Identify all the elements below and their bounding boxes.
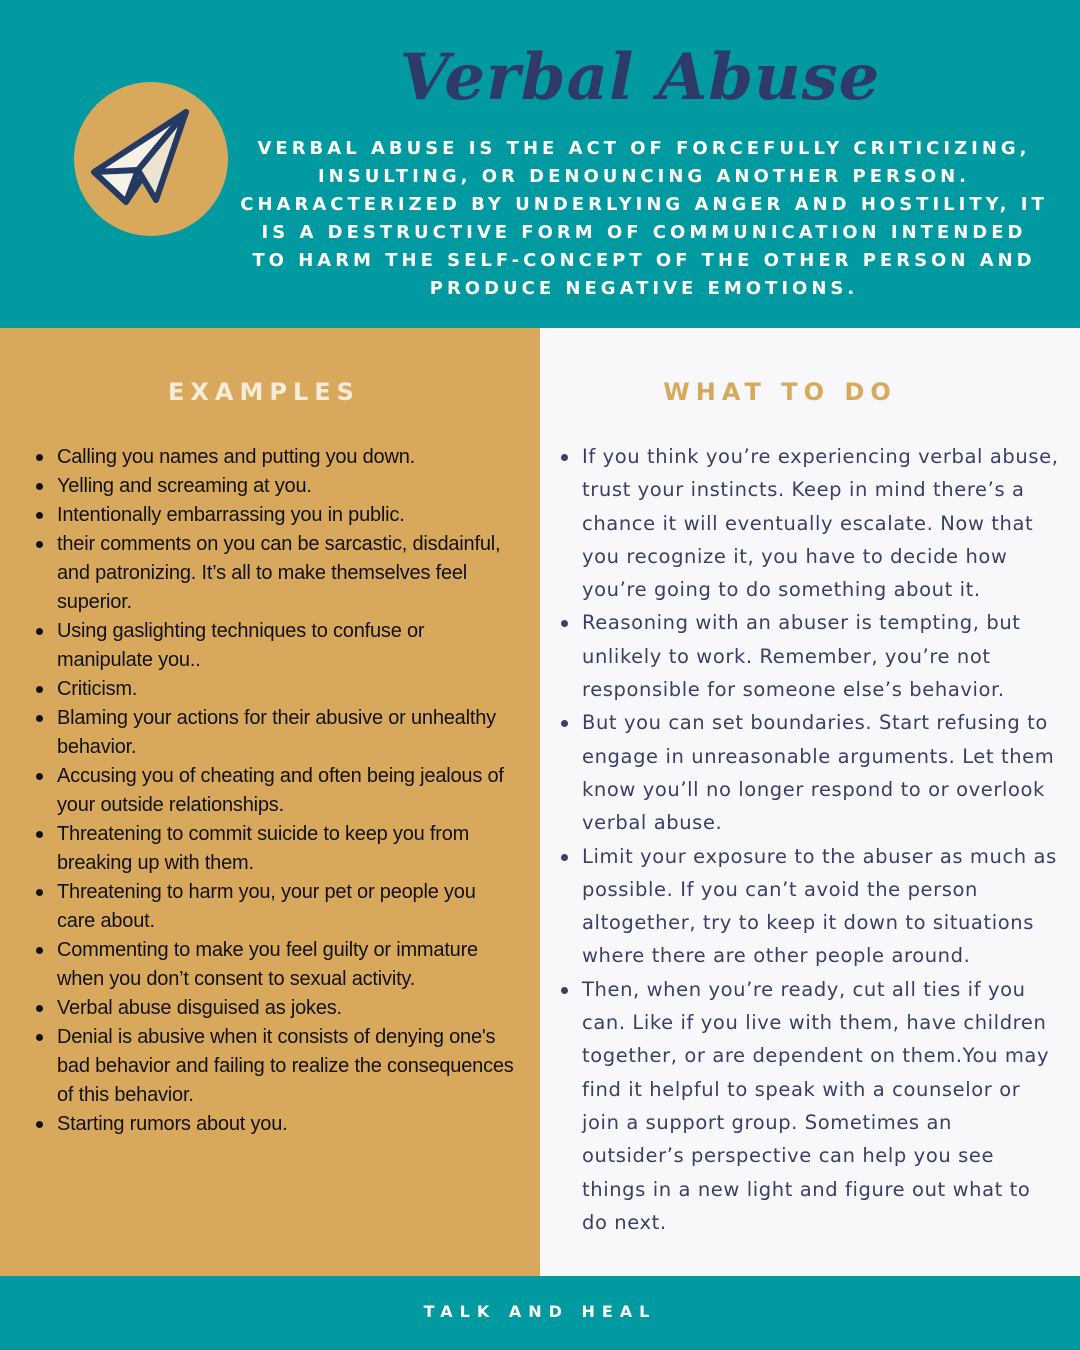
examples-heading: EXAMPLES <box>168 378 360 406</box>
intro-definition: VERBAL ABUSE IS THE ACT OF FORCEFULLY CRITICIZING, INSULTING, OR DENOUNCING ANOTHER PERSON. CHARACTERIZED BY UNDERLYING ANGER AND HOSTILITY, IT IS A DESTRUCTIVE FORM OF COMMUNICATION INTENDED TO HARM THE SELF-CONCEPT OF THE OTHER PERSON AND PRODUCE NEGATIVE EMOTIONS. <box>240 138 1048 299</box>
example-item: Calling you names and putting you down. <box>57 443 517 472</box>
example-item: Blaming your actions for their abusive or unhealthy behavior. <box>57 704 517 762</box>
example-item: Threatening to commit suicide to keep you from breaking up with them. <box>57 820 517 878</box>
header-banner <box>0 0 1080 328</box>
example-item: Yelling and screaming at you. <box>57 472 517 501</box>
example-item: their comments on you can be sarcastic, disdainful, and patronizing. It’s all to make themselves feel superior. <box>57 530 517 617</box>
example-item: Using gaslighting techniques to confuse or manipulate you.. <box>57 617 517 675</box>
logo-badge <box>74 82 228 236</box>
advice-item: Limit your exposure to the abuser as much as possible. If you can’t avoid the person altogether, try to keep it down to situations where there are other people around. <box>582 840 1060 973</box>
advice-item: But you can set boundaries. Start refusing to engage in unreasonable arguments. Let them know you’ll no longer respond to or overlook verbal abuse. <box>582 706 1060 839</box>
example-item: Intentionally embarrassing you in public. <box>57 501 517 530</box>
footer-brand: TALK AND HEAL <box>423 1302 657 1321</box>
example-item: Verbal abuse disguised as jokes. <box>57 994 517 1023</box>
example-item: Criticism. <box>57 675 517 704</box>
example-item: Starting rumors about you. <box>57 1110 517 1139</box>
example-item: Commenting to make you feel guilty or immature when you don’t consent to sexual activity. <box>57 936 517 994</box>
footer-bar <box>0 1276 1080 1350</box>
what-to-do-heading: WHAT TO DO <box>663 378 897 406</box>
advice-item: Then, when you’re ready, cut all ties if you can. Like if you live with them, have children together, or are dependent on them.You may find it helpful to speak with a counselor or join a support group. Sometimes an outsider’s perspective can help you see things in a new light and figure out what to do next. <box>582 973 1060 1239</box>
example-item: Denial is abusive when it consists of denying one's bad behavior and failing to realize the consequences of this behavior. <box>57 1023 517 1110</box>
advice-item: If you think you’re experiencing verbal abuse, trust your instincts. Keep in mind there’s a chance it will eventually escalate. Now that you recognize it, you have to decide how you’re going to do something about it. <box>582 440 1060 606</box>
advice-item: Reasoning with an abuser is tempting, but unlikely to work. Remember, you’re not responsible for someone else’s behavior. <box>582 606 1060 706</box>
what-to-do-panel <box>540 328 1080 1276</box>
paper-plane-icon <box>74 82 228 236</box>
example-item: Threatening to harm you, your pet or people you care about. <box>57 878 517 936</box>
what-to-do-list <box>582 440 1060 1239</box>
page-title: Verbal Abuse <box>399 40 881 115</box>
example-item: Accusing you of cheating and often being jealous of your outside relationships. <box>57 762 517 820</box>
examples-panel <box>0 328 540 1276</box>
examples-list <box>57 443 517 1139</box>
